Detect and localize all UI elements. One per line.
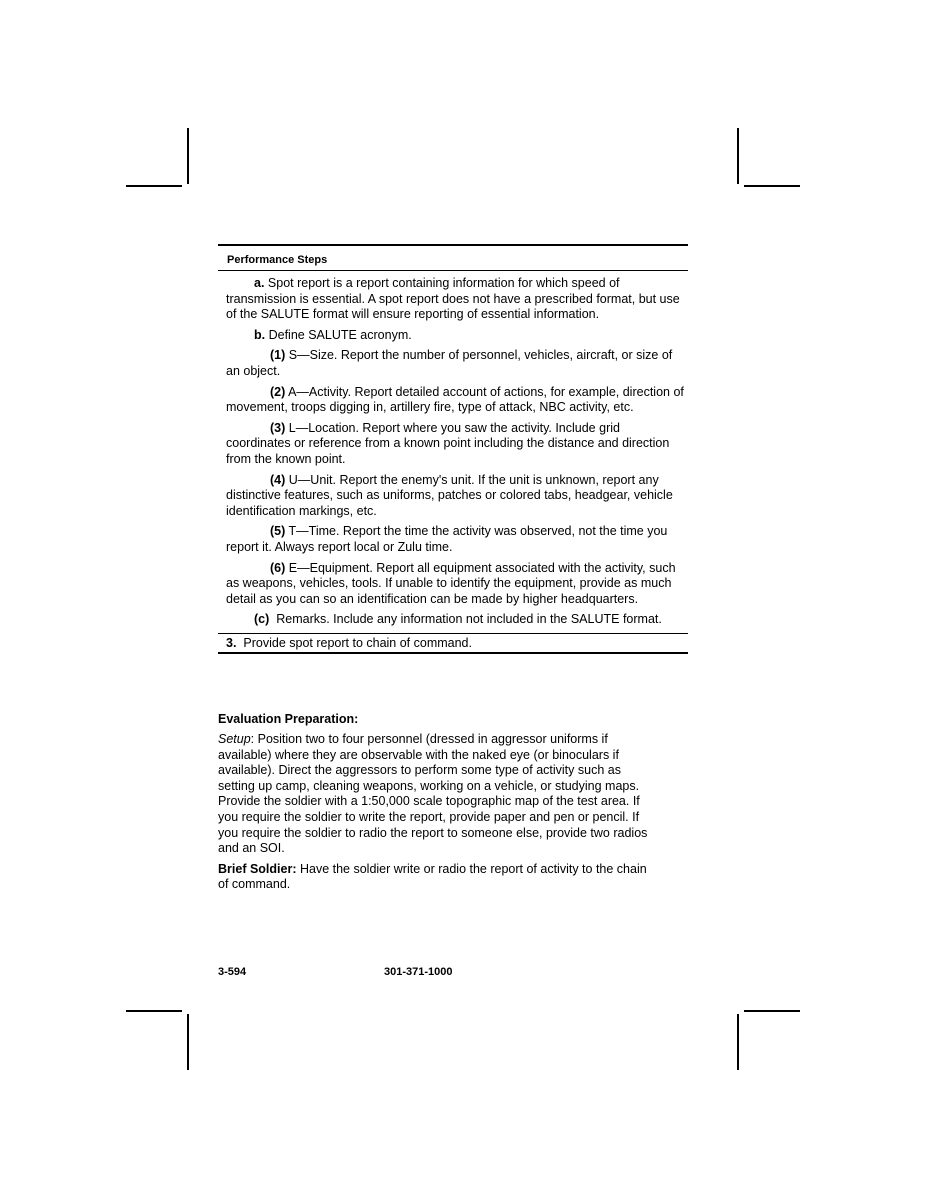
step-label: (3): [270, 420, 286, 435]
setup-paragraph: [218, 732, 658, 857]
step-label: (4): [270, 472, 286, 487]
crop-mark-top-left-horizontal: [126, 185, 182, 187]
brief-soldier-text: Have the soldier write or radio the report of activity to the chain of command.: [218, 861, 647, 892]
step-label: a.: [254, 276, 265, 290]
step-label: (5): [270, 524, 286, 539]
setup-label: Setup: [218, 732, 251, 746]
section-title: Performance Steps: [227, 254, 328, 266]
crop-mark-bottom-left-horizontal: [126, 1010, 182, 1012]
step-b-5: [218, 524, 688, 555]
step-label: 3.: [226, 635, 237, 650]
step-text: U—Unit. Report the enemy's unit. If the unit is unknown, report any distinctive features, such as uniforms, patches or colored tabs, headgear, vehicle identification markings, etc.: [226, 472, 673, 518]
header-rule: [218, 270, 688, 271]
step-text: S—Size. Report the number of personnel, vehicles, aircraft, or size of an object.: [226, 348, 673, 378]
step-label: (2): [270, 384, 286, 399]
step-b-2: [218, 385, 688, 416]
step-b-4: [218, 473, 688, 520]
step-text: A—Activity. Report detailed account of actions, for example, direction of movement, troops digging in, artillery fire, type of attack, NBC activity, etc.: [226, 384, 684, 415]
step-3: [218, 634, 688, 653]
step-b-6: [218, 561, 688, 608]
bottom-rule: [218, 652, 688, 654]
crop-mark-top-right-vertical: [737, 128, 739, 184]
step-text: T—Time. Report the time the activity was observed, not the time you report it. Always report local or Zulu time.: [226, 524, 668, 554]
step-label: (c): [254, 612, 270, 627]
step-b-1: [218, 348, 688, 379]
setup-text: : Position two to four personnel (dressed in aggressor uniforms if available) where they are observable with the naked eye (or binoculars if available). Direct the aggressors to perform some type of activity such as setting up camp, cleaning weapons, working on a vehicle, or studying maps. Provide the soldier with a 1:50,000 scale topographic map of the test area. If you require the soldier to write the report, provide paper and pen or pencil. If you require the soldier to radio the report to someone else, provide two radios and an SOI.: [218, 732, 648, 856]
document-number: 301-371-1000: [384, 966, 453, 978]
page-number: 3-594: [218, 966, 247, 978]
brief-soldier-paragraph: [218, 862, 658, 893]
step-a: [218, 276, 688, 323]
step-text: Define SALUTE acronym.: [268, 327, 412, 342]
performance-steps-section: [218, 244, 688, 654]
step-label: (1): [270, 348, 286, 363]
brief-soldier-label: Brief Soldier:: [218, 861, 297, 876]
step-text: Remarks. Include any information not included in the SALUTE format.: [276, 612, 662, 627]
step-text: E—Equipment. Report all equipment associated with the activity, such as weapons, vehicles, tools. If unable to identify the equipment, provide as much detail as you can so an identification can be made by higher headquarters.: [226, 560, 676, 606]
step-c: [218, 612, 688, 628]
crop-mark-top-right-horizontal: [744, 185, 800, 187]
step-label: (6): [270, 560, 286, 575]
evaluation-heading: Evaluation Preparation:: [218, 712, 359, 726]
crop-mark-top-left-vertical: [187, 128, 189, 184]
crop-mark-bottom-right-vertical: [737, 1014, 739, 1070]
step-label: b.: [254, 327, 266, 342]
step-text: Provide spot report to chain of command.: [243, 635, 472, 650]
step-text: Spot report is a report containing information for which speed of transmission is essential. A spot report does not have a prescribed format, but use of the SALUTE format will ensure reporting of essential information.: [226, 276, 680, 322]
evaluation-preparation-section: [218, 712, 658, 898]
step-b: [218, 328, 688, 344]
step-b-3: [218, 421, 688, 468]
crop-mark-bottom-left-vertical: [187, 1014, 189, 1070]
step-text: L—Location. Report where you saw the activity. Include grid coordinates or reference from a known point including the distance and direction from the known point.: [226, 420, 670, 466]
crop-mark-bottom-right-horizontal: [744, 1010, 800, 1012]
